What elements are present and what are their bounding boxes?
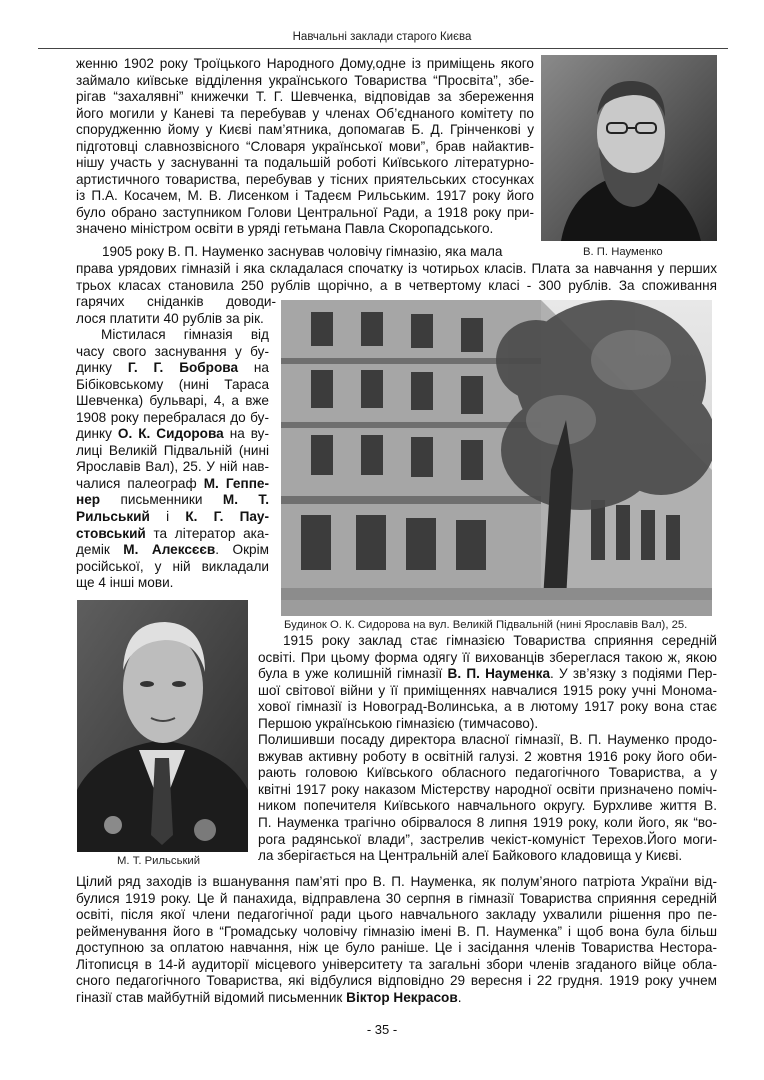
text-line: із П.А. Косачем, М. В. Лисенком і Тадеєм Рильським. 1917 року його: [76, 188, 534, 204]
right-column: [258, 633, 717, 865]
text-line: ником попечителя Київського навчального округу. Бурхливе життя В.: [258, 798, 717, 814]
building-caption: Будинок О. К. Сидорова на вул. Великій Підвальній (нині Ярославів Вал), 25.: [284, 619, 688, 631]
text-line: підготовці славнозвісного “Словаря української мови”, брав найактив-: [76, 138, 534, 154]
rylsky-caption: М. Т. Рильський: [117, 855, 201, 867]
text-line: П. Науменка трагічно обірвалося 8 липня 1919 року, коли його, як “во-: [258, 815, 717, 831]
text-line: 1908 року перебралася до бу-: [76, 409, 269, 425]
text-line: рога радянської влади”, застрелив чекіст-комуніст Терехов.Його моги-: [258, 831, 717, 847]
building-photo-image: [281, 300, 712, 616]
text-line: рейменування його в “Громадську чоловічу гімназію імені В. П. Науменка” і щоб вона була більш: [76, 923, 717, 939]
text-line: займало київське відділення українського Товариства “Просвіта”, збе-: [76, 72, 534, 88]
text-line: 1915 року заклад стає гімназією Товариства сприяння середній: [283, 633, 717, 648]
text-line: Рильський і К. Г. Пау-: [76, 509, 270, 525]
text-line: значено міністром освіти в уряді гетьмана Павла Скоропадського.: [76, 221, 494, 237]
text-line: сного педагогічного Товариства, які відбулися відповідно 29 вересня і 22 грудня. 1919 року учнем: [76, 973, 717, 989]
text-line: стовський та літератор ака-: [76, 525, 269, 541]
text-line: нер письменники М. Т.: [76, 492, 269, 508]
text-line: лиці Великій Підвальній (нині: [76, 442, 269, 458]
header-rule: [38, 48, 728, 49]
para-1905-line4: [76, 294, 276, 311]
text-line: демік М. Алексєєв. Окрім: [76, 542, 269, 558]
text-line: шої світової війни у її приміщеннях навчалися 1915 року учні Монома-: [258, 682, 717, 698]
text-line: було обрано заступником Голови Центральної Ради, а 1918 року при-: [76, 204, 534, 220]
text-line: доступною за оплатою навчання, ніж це було раніше. Це і засідання членів Товариства Нестора-: [76, 940, 717, 956]
para-1905-line1: 1905 року В. П. Науменко заснував чоловічу гімназію, яка мала: [102, 244, 503, 259]
text-line: рають головою Київського обласного педагогічного Товариства, а у: [258, 765, 717, 781]
text-line: Ярославів Вал), 25. У ній нав-: [76, 459, 269, 475]
page-number: - 35 -: [366, 1022, 398, 1037]
text-line: трьох класах становила 250 рублів щорічно, а в четвертому класі - 300 рублів. За споживання: [76, 277, 717, 293]
text-line: динку О. К. Сидорова на ву-: [76, 426, 269, 442]
text-line: часу свого заснування у бу-: [76, 343, 269, 359]
text-line: гарячих сніданків доводи-: [76, 294, 276, 309]
top-paragraph: [76, 56, 534, 238]
para-1905-wide: [76, 261, 717, 294]
running-header: Навчальні заклади старого Києва: [292, 31, 472, 43]
text-line: вжував активну роботу в освітній галузі. 2 жовтня 1916 року його оби-: [258, 748, 717, 764]
text-line: нішу участь у заснуванні та подальшій роботі Київського літературно-: [76, 155, 534, 171]
rylsky-portrait: [77, 600, 248, 852]
naumenko-portrait-image: [541, 55, 717, 241]
text-line: чалися палеограф М. Геппе-: [76, 475, 269, 491]
rylsky-portrait-image: [77, 600, 248, 852]
left-column: [76, 327, 269, 592]
text-line: женню 1902 року Троїцького Народного Дому,одне із приміщень якого: [76, 56, 534, 71]
text-line: була в уже колишній гімназії В. П. Науменка. У зв’язку з подіями Пер-: [258, 666, 717, 682]
text-line: ла зберігається на Центральній алеї Байкового кладовища у Києві.: [258, 848, 683, 864]
text-line: освіті. При цьому форма одягу її вихованців збереглася такою ж, якою: [258, 649, 717, 665]
text-line: динку Г. Г. Боброва на: [76, 360, 269, 376]
text-line: освіті, після якої члени педагогічної ради цього навчального закладу ухвалили рішення про пе-: [76, 907, 717, 923]
text-line: російської, у ній викладали: [76, 558, 269, 574]
text-line: квітні 1917 року наказом Містерству народної освіти призначено поміч-: [258, 781, 717, 797]
text-line: ще 4 інші мови.: [76, 575, 174, 591]
text-line: Цілий ряд заходів із вшанування пам’яті про В. П. Науменка, як полум’яного патріота України від-: [76, 874, 717, 889]
naumenko-caption: В. П. Науменко: [583, 246, 663, 258]
text-line: рігав “захалявні” книжечки Т. Г. Шевченка, відповідав за збереження: [76, 89, 534, 105]
naumenko-portrait: [541, 55, 717, 241]
para-1905-line5: лося платити 40 рублів за рік.: [76, 311, 264, 326]
text-line: Першою українською гімназією (тимчасово).: [258, 715, 539, 731]
text-line: хової гімназії із Новоград-Волинська, а в лютому 1917 року вона стає: [258, 699, 717, 715]
text-line: спорудженню йому у Києві пам’ятника, допомагав Б. Д. Грінченкові у: [76, 122, 534, 138]
text-line: права урядових гімназій і яка складалася спочатку із чотирьох класів. Плата за навчання у перших: [76, 261, 717, 276]
text-line: гіназії став майбутній відомий письменник Віктор Некрасов.: [76, 989, 462, 1005]
text-line: його могили у Каневі та перебував у членах Об’єднаного комітету по: [76, 105, 534, 121]
text-line: артистичного товариства, перебував у тісних приятельських стосунках: [76, 171, 534, 187]
bottom-paragraph: [76, 874, 717, 1006]
text-line: Бібіковському (нині Тараса: [76, 376, 269, 392]
text-line: Літописця в 14-й аудиторії місцевого університету та загальні збори членів згаданого війце обла-: [76, 956, 717, 972]
text-line: Містилася гімназія від: [101, 327, 269, 342]
building-photo: [281, 300, 712, 616]
text-line: Шевченка) бульварі, 4, а вже: [76, 393, 269, 409]
text-line: Полишивши посаду директора власної гімназії, В. П. Науменко продо-: [258, 732, 717, 748]
text-line: булися 1919 року. Це й панахида, відправлена 30 серпня в гімназії Товариства сприяння середній: [76, 890, 717, 906]
